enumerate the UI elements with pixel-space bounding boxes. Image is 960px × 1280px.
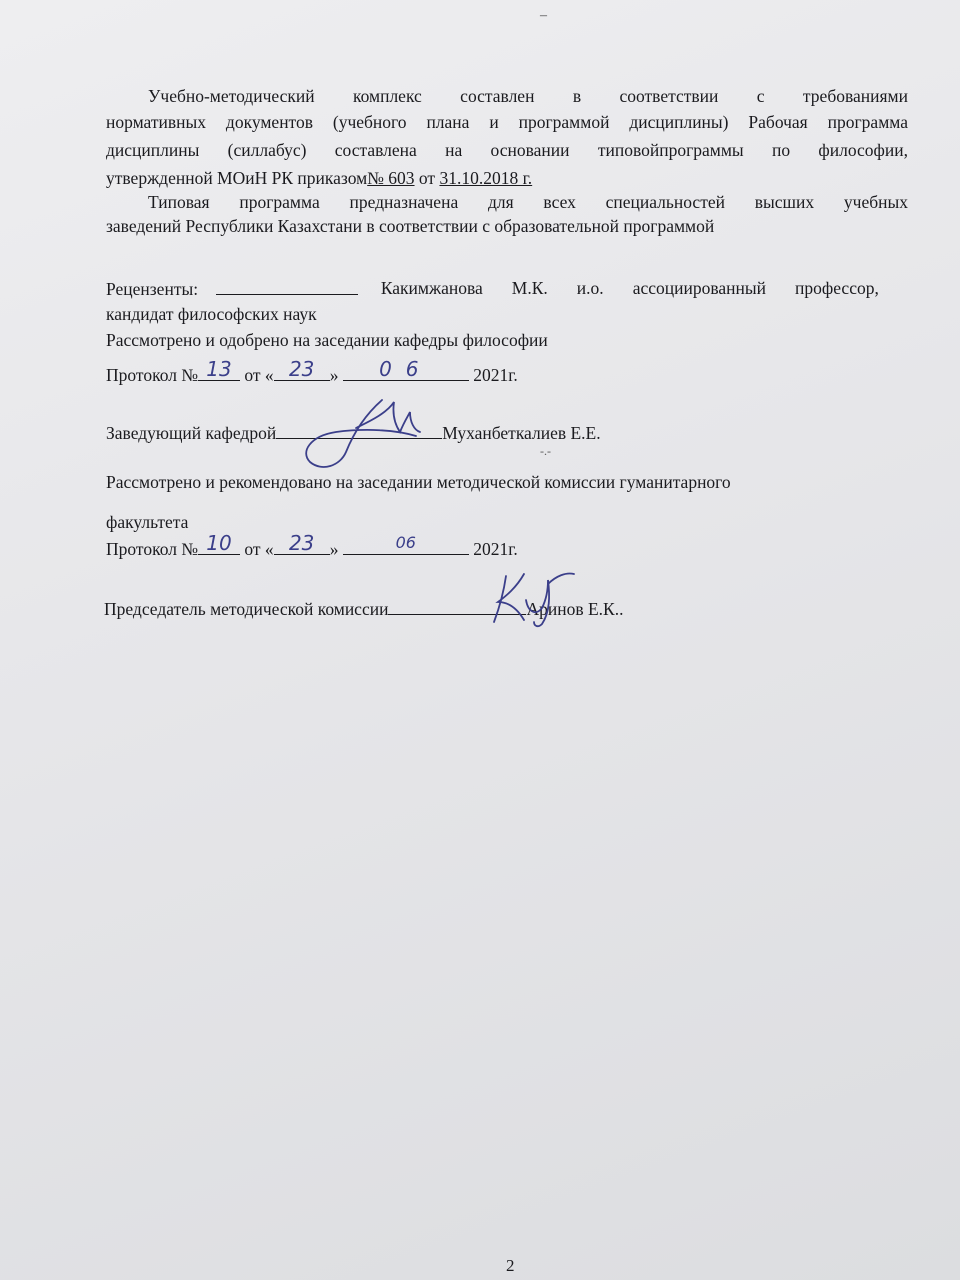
small-mark: -.- [540,444,551,458]
head-signature [296,392,446,474]
chair-label: Председатель методической комиссии [104,599,389,619]
page-number: 2 [506,1256,515,1275]
commission-close-quote: » [329,539,339,559]
commission-from-label: от « [240,539,274,559]
reviewer-name: Какимжанова М.К. и.о. ассоциированный профессор, [380,278,879,298]
department-approval-text: Рассмотрено и одобрено на заседании кафедры философии [106,330,548,350]
reviewers-label: Рецензенты: [106,279,199,299]
month-handwritten: 06 [379,357,433,381]
para2-line1: Типовая программа предназначена для всех специальностей высших учебных [148,192,908,212]
para1-line4-prefix: утвержденной МОиН РК приказом [106,168,368,188]
from-label: от « [240,365,274,385]
protocol-label: Протокол № [106,365,199,385]
protocol-number-handwritten: 13 [206,357,232,381]
head-label: Заведующий кафедрой [106,423,277,443]
commission-protocol-number-handwritten: 10 [206,531,232,555]
commission-month-handwritten: 06 [395,533,416,552]
day-blank [274,357,330,381]
para1-line4 [106,166,908,190]
reviewers-line1 [106,276,908,301]
department-protocol-line [106,357,908,387]
chair-name: Аринов Е.К.. [526,599,624,619]
commission-line1: Рассмотрено и рекомендовано на заседании методической комиссии гуманитарного [106,472,731,492]
commission-line2: факультета [106,512,189,532]
reviewers-line2: кандидат философских наук [106,304,317,324]
protocol-number-blank [198,357,240,381]
para1-line1: Учебно-методический комплекс составлен в соответствии с требованиями [148,86,908,106]
para1-line4-mid: от [414,168,440,188]
year: 2021г. [468,365,518,385]
commission-protocol-number-blank [198,531,240,555]
para1-line3: дисциплины (силлабус) составлена на основании типовойпрограммы по философии, [106,140,908,160]
para1-line2: нормативных документов (учебного плана и программой дисциплины) Рабочая программа [106,112,908,132]
commission-day-blank [274,531,330,555]
commission-month-blank [343,533,469,555]
close-quote: » [329,365,339,385]
order-date: 31.10.2018 г. [439,168,533,188]
order-number: № 603 [367,168,415,188]
head-of-department-line [106,420,908,445]
reviewer-signature-blank [216,276,358,295]
para2-line2: заведений Республики Казахстани в соответствии с образовательной программой [106,216,715,236]
day-handwritten: 23 [288,357,315,381]
commission-protocol-line [106,531,908,561]
top-mark: – [540,8,547,23]
month-blank [343,357,469,381]
head-name: Муханбеткалиев Е.Е. [442,423,601,443]
chair-signature [476,566,586,630]
commission-day-handwritten: 23 [288,531,315,555]
commission-year: 2021г. [468,539,518,559]
commission-protocol-label: Протокол № [106,539,199,559]
